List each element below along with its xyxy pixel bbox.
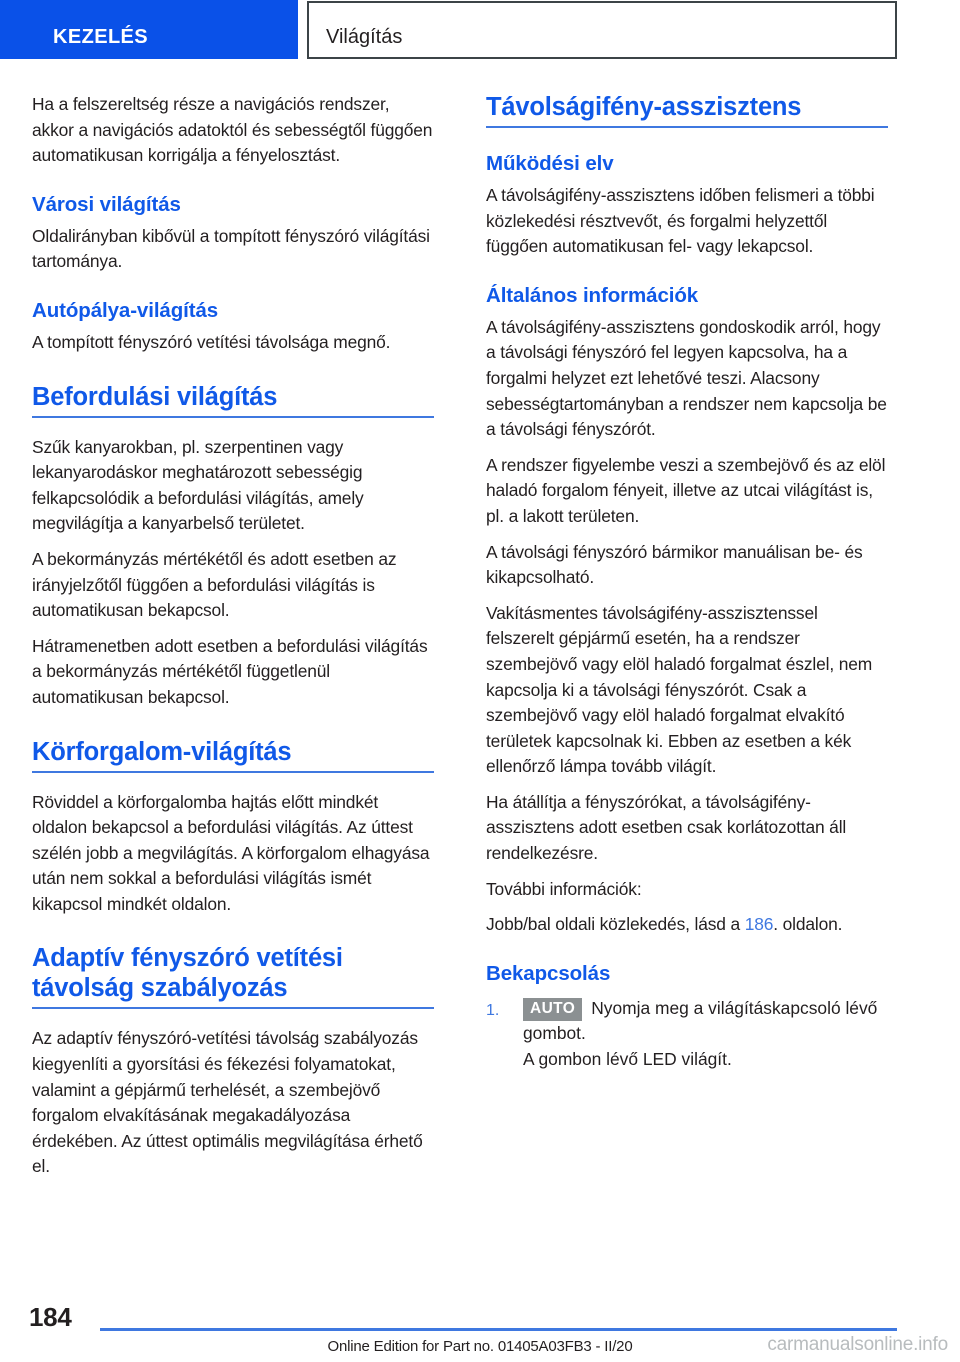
spacer (486, 530, 888, 540)
cross-reference-line (486, 912, 888, 938)
subheading-bekapcsolas: Bekapcsolás (486, 961, 611, 985)
spacer (486, 780, 888, 790)
spacer (486, 176, 888, 183)
paragraph-befordulasi-1: Szűk kanyarokban, pl. szerpentinen vagy lekanyarodáskor meghatározott sebességig felkapcsolódik a befordulási világítás, amely megvilágítja a kanyarbelső területet. (32, 436, 364, 534)
paragraph-altalanos-1: A távolságifény-asszisztens gondoskodik arról, hogy a távolsági fényszóró fel legyen kapcsolva, ha a forgalmi helyzet ezt lehetővé teszi. Alacsony sebességtartományban a rendszer nem kapcsolja be a távolsági fényszórót. (486, 316, 887, 440)
spacer (486, 260, 888, 283)
spacer (486, 591, 888, 601)
header-section-label: Világítás (326, 26, 403, 48)
spacer (32, 356, 434, 382)
paragraph-tovabbi-informaciok: További információk: (486, 878, 642, 899)
paragraph-altalanos-3: A távolsági fényszóró bármikor manuálisan be- és kikapcsolható. (486, 541, 863, 588)
section-heading-adaptiv-fenyszoro: Adaptív fényszóró vetítési távolság szabályozás (32, 943, 434, 1009)
paragraph-befordulasi-3: Hátramenetben adott esetben a befordulási világítás a bekormányzás mértékétől függetlenül automatikusan bekapcsol. (32, 635, 428, 707)
cross-reference-prefix: Jobb/bal oldali közlekedés, lásd a (486, 914, 745, 935)
right-column (486, 92, 888, 1073)
spacer (32, 418, 434, 435)
spacer (486, 128, 888, 151)
paragraph-varosi-vilagitas: Oldalirányban kibővül a tompított fényszóró világítási tartománya. (32, 225, 430, 272)
paragraph-mukodesi-elv: A távolságifény-asszisztens időben felismeri a többi közlekedési résztvevőt, és forgalmi helyzettől függően automatikusan fel- vagy lekapcsol. (486, 185, 875, 257)
header-chapter-label: KEZELÉS (53, 26, 149, 48)
spacer (32, 1009, 434, 1026)
paragraph-altalanos-4: Vakításmentes távolságifény-asszisztenssel felszerelt gépjármű esetén, ha a rendszer szembejövő vagy elöl haladó forgalmat észlel, nem kapcsolja ki a távolsági fényszórót. Csak a szembejövő vagy elöl haladó forgalmat elvakító területek kapcsolnak ki. Ebben az esetben a kék ellenőrző lámpa tovább világít. (486, 602, 873, 777)
paragraph-adaptiv-1: Az adaptív fényszóró-vetítési távolság szabályozás kiegyenlíti a gyorsítási és fékezési folyamatokat, valamint a gépjármű terhelését, a szembejövő forgalom elvakításának megakadályozása érdekében. Az úttest optimális megvilágítása érhető el. (32, 1028, 423, 1177)
left-column (32, 92, 434, 1180)
subheading-mukodesi-elv: Működési elv (486, 152, 614, 175)
footer-rule (100, 1328, 897, 1331)
paragraph-altalanos-2: A rendszer figyelembe veszi a szembejövő és az elöl haladó forgalom fényeit, illetve az utcai világítást is, pl. a lakott területen. (486, 454, 886, 526)
subheading-varosi-vilagitas: Városi világítás (32, 192, 181, 216)
cross-reference-page-link[interactable]: 186 (744, 914, 774, 935)
procedure-steps (486, 996, 888, 1073)
spacer (32, 773, 434, 790)
step-result-text: A gombon lévő LED világít. (523, 1049, 732, 1070)
spacer (32, 917, 434, 943)
auto-button-icon: AUTO (523, 998, 582, 1021)
spacer (32, 711, 434, 737)
subheading-autopalya-vilagitas: Autópálya-világítás (32, 298, 219, 322)
step-instruction-text: Nyomja meg a világításkapcsoló lévő gombot. (523, 997, 878, 1044)
paragraph-autopalya-vilagitas: A tompított fényszóró vetítési távolsága megnő. (32, 331, 391, 352)
spacer (32, 169, 434, 192)
paragraph-altalanos-5: Ha átállítja a fényszórókat, a távolságifény-asszisztens adott esetben csak korlátozottan áll rendelkezésre. (486, 791, 847, 864)
paragraph-befordulasi-2: A bekormányzás mértékétől és adott esetben az irányjelzőtől függően a befordulási világítás is automatikusan bekapcsol. (32, 548, 397, 621)
page-header (0, 0, 960, 62)
spacer (486, 308, 888, 315)
header-section-box (307, 1, 897, 59)
header-chapter-block (0, 0, 298, 59)
spacer (32, 275, 434, 298)
spacer (32, 323, 434, 330)
intro-paragraph: Ha a felszereltség része a navigációs rendszer, akkor a navigációs adatoktól és sebességtől függően automatikusan korrigálja a fényelosztást. (32, 94, 433, 166)
spacer (32, 624, 434, 634)
spacer (32, 537, 434, 547)
step-number: 1. (486, 1001, 500, 1019)
edition-note: Online Edition for Part no. 01405A03FB3 - II/20 (327, 1338, 633, 1355)
paragraph-korforgalom-1: Röviddel a körforgalomba hajtás előtt mindkét oldalon bekapcsol a befordulási világítás. Az úttest szélén jobb a megvilágítás. A körforgalom elhagyása után nem sokkal a befordulási világítás ismét kikapcsol mindkét oldalon. (32, 791, 430, 914)
page-number: 184 (29, 1302, 72, 1332)
procedure-step-1 (486, 996, 888, 1073)
section-heading-tavolsagifeny-asszisztens: Távolságifény-asszisztens (486, 92, 888, 128)
spacer (486, 443, 888, 453)
section-heading-befordulasi-vilagitas: Befordulási világítás (32, 382, 434, 418)
spacer (486, 938, 888, 961)
section-heading-korforgalom-vilagitas: Körforgalom-világítás (32, 737, 434, 773)
spacer (486, 902, 888, 912)
subheading-altalanos-informaciok: Általános információk (486, 283, 699, 307)
spacer (32, 217, 434, 224)
spacer (486, 867, 888, 877)
spacer (486, 986, 888, 996)
cross-reference-suffix: . oldalon. (773, 914, 843, 935)
watermark: carmanualsonline.info (767, 1334, 948, 1355)
page-footer (0, 1284, 960, 1362)
